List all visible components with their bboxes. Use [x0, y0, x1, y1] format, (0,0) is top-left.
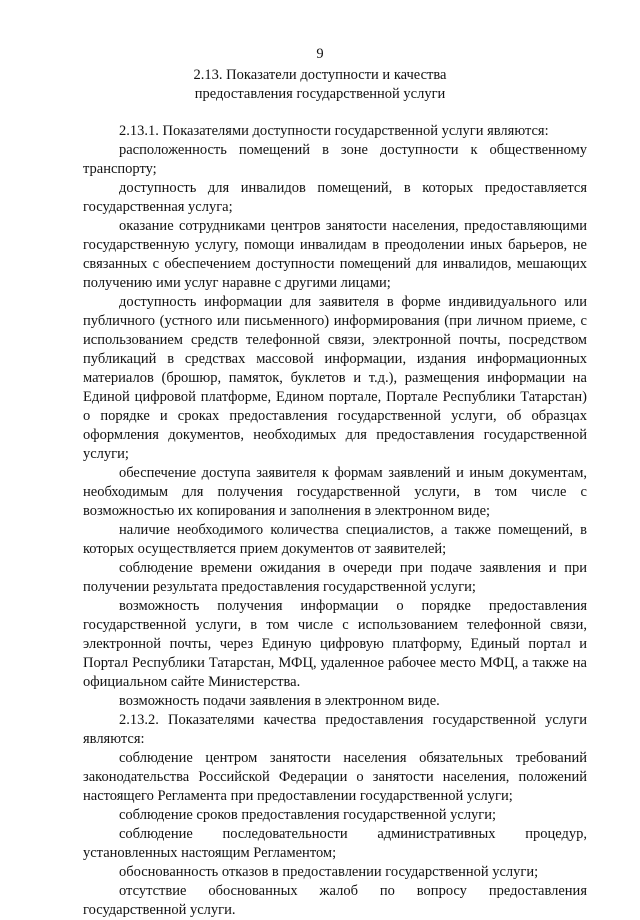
paragraph: доступность информации для заявителя в форме индивидуального или публичного (устного или письменного) информирования (при личном приеме, с использованием средств телефонной связи, электронной почты, посредством публикаций в средствах массовой информации, издания информационных материалов (брошюр, памяток, буклетов и т.д.), размещения информации на Единой цифровой платформе, Едином портале, Портале Республики Татарстан) о порядке и сроках предоставления государственной услуги, об образцах оформления документов, необходимых для предоставления государственной услуги; — [83, 294, 587, 462]
section-heading-line-2: предоставления государственной услуги — [194, 86, 446, 102]
paragraph: возможность подачи заявления в электронном виде. — [119, 693, 440, 709]
paragraph: соблюдение сроков предоставления государственной услуги; — [119, 807, 497, 823]
document-body — [83, 122, 587, 920]
paragraph: отсутствие обоснованных жалоб по вопросу предоставления государственной услуги. — [83, 883, 587, 918]
page-number: 9 — [316, 46, 324, 62]
paragraph: расположенность помещений в зоне доступности к общественному транспорту; — [83, 142, 587, 177]
paragraph: соблюдение центром занятости населения обязательных требований законодательства Российской Федерации о занятости населения, положений настоящего Регламента при предоставлении государственной услуги; — [83, 750, 587, 804]
paragraph: обоснованность отказов в предоставлении государственной услуги; — [119, 864, 539, 880]
paragraph: обеспечение доступа заявителя к формам заявлений и иным документам, необходимым для получения государственной услуги, в том числе с возможностью их копирования и заполнения в электронном виде; — [83, 465, 587, 519]
paragraph: соблюдение последовательности административных процедур, установленных настоящим Регламентом; — [83, 826, 587, 861]
paragraph: наличие необходимого количества специалистов, а также помещений, в которых осуществляется прием документов от заявителей; — [83, 522, 587, 557]
paragraph: соблюдение времени ожидания в очереди при подаче заявления и при получении результата предоставления государственной услуги; — [83, 560, 587, 595]
paragraph: 2.13.2. Показателями качества предоставления государственной услуги являются: — [83, 712, 587, 747]
paragraph: возможность получения информации о порядке предоставления государственной услуги, в том числе с использованием телефонной связи, электронной почты, через Единую цифровую платформу, Единый портал и Портал Республики Татарстан, МФЦ, удаленное рабочее место МФЦ, а также на официальном сайте Министерства. — [83, 598, 587, 690]
paragraph: 2.13.1. Показателями доступности государственной услуги являются: — [119, 123, 549, 139]
paragraph: доступность для инвалидов помещений, в которых предоставляется государственная услуга; — [83, 180, 587, 215]
section-heading-line-1: 2.13. Показатели доступности и качества — [193, 67, 447, 83]
section-heading — [0, 66, 640, 104]
paragraph: оказание сотрудниками центров занятости населения, предоставляющими государственную услугу, помощи инвалидам в преодолении иных барьеров, не связанных с обеспечением доступности помещений для инвалидов, мешающих получению ими услуг наравне с другими лицами; — [83, 218, 587, 291]
